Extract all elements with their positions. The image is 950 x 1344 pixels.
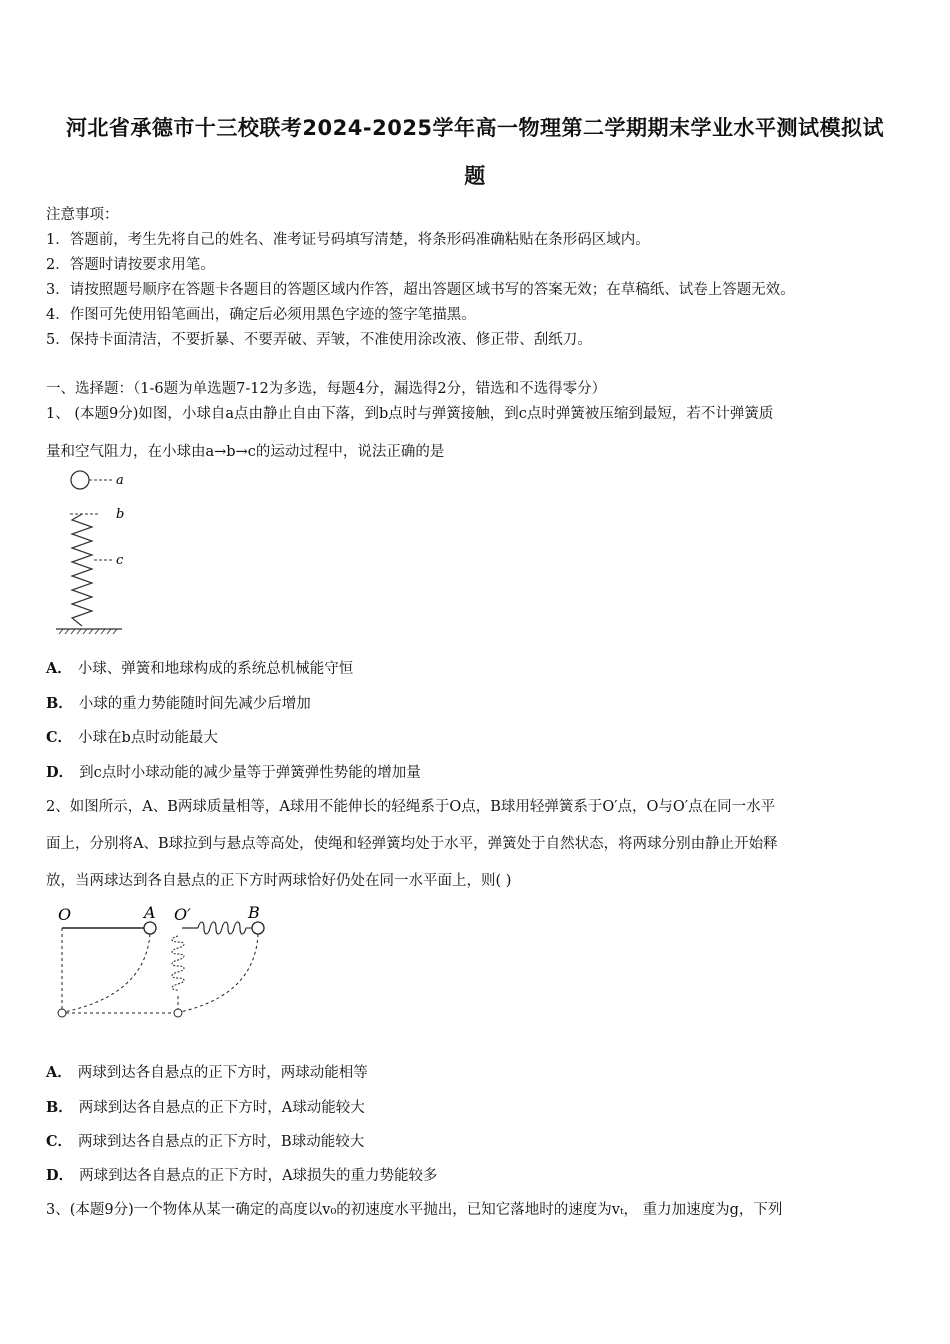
- label-B: B: [248, 903, 260, 922]
- page-title-line2: 题: [464, 164, 486, 188]
- label-O: O: [58, 905, 72, 924]
- label-A: A: [144, 903, 156, 922]
- label-a: a: [116, 473, 124, 488]
- question-3-text: 3、(本题9分)一个物体从某一确定的高度以v₀的初速度水平抛出，已知它落地时的速度为vₜ， 重力加速度为g，下列: [46, 1202, 783, 1218]
- ball-icon: [71, 471, 89, 489]
- spring-icon: [72, 514, 92, 626]
- pendulum-spring-figure: [50, 900, 290, 1030]
- notice-item: 2．答题时请按要求用笔。: [46, 257, 215, 273]
- question-1-text: 量和空气阻力，在小球由a→b→c的运动过程中，说法正确的是: [46, 444, 445, 460]
- question-2-text: 放，当两球达到各自悬点的正下方时两球恰好仍处在同一水平面上，则( ): [46, 873, 512, 889]
- label-b: b: [116, 507, 125, 522]
- option-2b: B． 两球到达各自悬点的正下方时，A球动能较大: [46, 1099, 365, 1116]
- option-2c: C． 两球到达各自悬点的正下方时，B球动能较大: [46, 1133, 365, 1150]
- option-1b: B． 小球的重力势能随时间先减少后增加: [46, 695, 311, 712]
- option-2a: A． 两球到达各自悬点的正下方时，两球动能相等: [46, 1064, 368, 1081]
- notice-item: 3．请按照题号顺序在答题卡各题目的答题区域内作答，超出答题区域书写的答案无效；在草稿纸、试卷上答题无效。: [46, 282, 795, 298]
- section-heading: 一、选择题：（1-6题为单选题7-12为多选，每题4分，漏选得2分，错选和不选得零分）: [46, 381, 607, 397]
- question-1-text: 1、 (本题9分)如图，小球自a点由静止自由下落，到b点时与弹簧接触，到c点时弹簧被压缩到最短，若不计弹簧质: [46, 406, 774, 422]
- question-2-text: 面上，分别将A、B球拉到与悬点等高处，使绳和轻弹簧均处于水平，弹簧处于自然状态，将两球分别由静止开始释: [46, 836, 778, 852]
- ball-a-icon: [144, 922, 156, 934]
- page-title-line1: 河北省承德市十三校联考2024-2025学年高一物理第二学期期末学业水平测试模拟试: [65, 116, 885, 140]
- notice-item: 5．保持卡面清洁，不要折暴、不要弄破、弄皱，不准使用涂改液、修正带、刮纸刀。: [46, 332, 592, 348]
- spring-vertical-icon: [172, 936, 184, 990]
- notice-heading: 注意事项：: [46, 207, 119, 223]
- notice-item: 1．答题前，考生先将自己的姓名、准考证号码填写清楚，将条形码准确粘贴在条形码区域内。: [46, 232, 650, 248]
- spring-horizontal-icon: [198, 922, 254, 934]
- option-1d: D． 到c点时小球动能的减少量等于弹簧弹性势能的增加量: [46, 764, 421, 781]
- ball-b-icon: [252, 922, 264, 934]
- option-1a: A． 小球、弹簧和地球构成的系统总机械能守恒: [46, 660, 354, 677]
- option-2d: D． 两球到达各自悬点的正下方时，A球损失的重力势能较多: [46, 1167, 438, 1184]
- spring-ball-figure: [56, 466, 156, 636]
- label-c: c: [116, 553, 124, 568]
- notice-item: 4．作图可先使用铅笔画出，确定后必须用黑色字迹的签字笔描黑。: [46, 307, 476, 323]
- label-O-prime: O′: [174, 905, 191, 924]
- option-1c: C． 小球在b点时动能最大: [46, 729, 218, 746]
- question-2-text: 2、如图所示，A、B两球质量相等，A球用不能伸长的轻绳系于O点，B球用轻弹簧系于O′点，O与O′点在同一水平: [46, 799, 776, 815]
